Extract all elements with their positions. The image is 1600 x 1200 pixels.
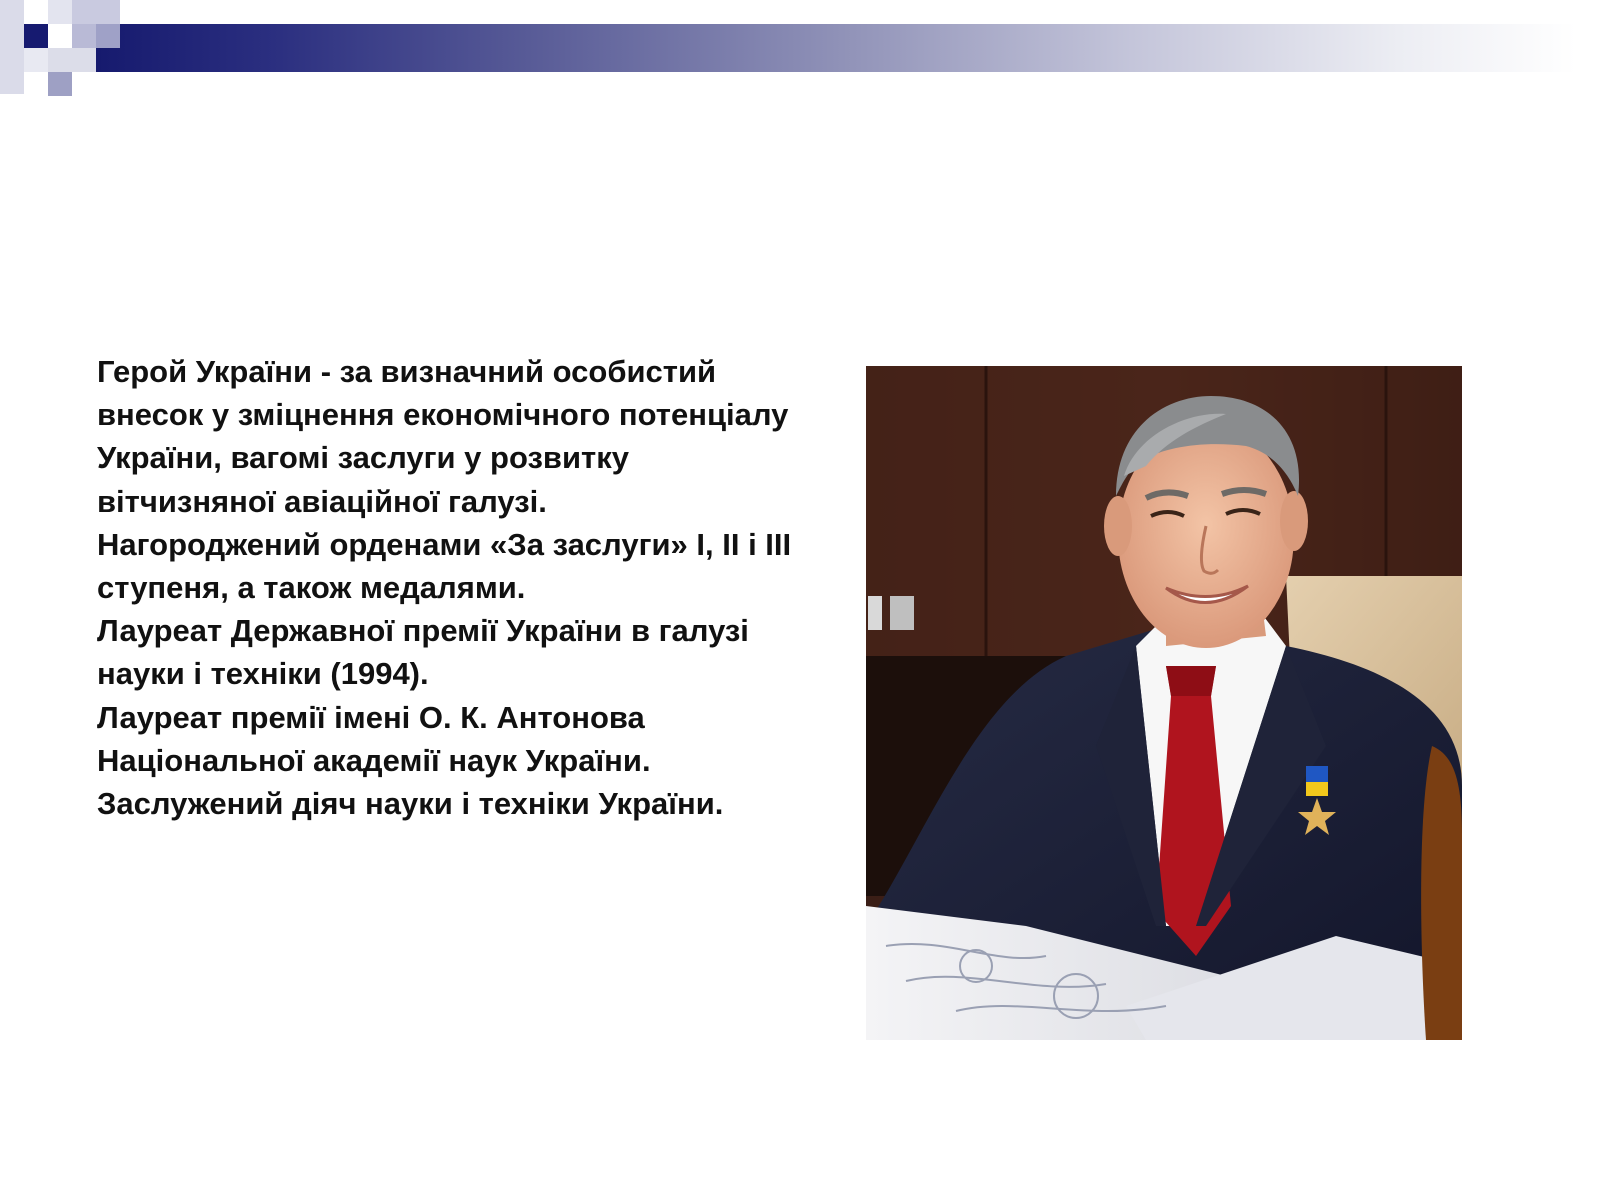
header-gradient-bar [96, 24, 1576, 72]
pixel-squares-icon [0, 0, 130, 100]
bio-paragraph-hero: Герой України - за визначний особистий внесок у зміцнення економічного потенціалу України, вагомі заслуги у розвитку вітчизняної авіаційної галузі. [97, 354, 789, 519]
bio-paragraph-state-prize: Лауреат Державної премії України в галузі науки і техніки (1994). [97, 613, 749, 692]
bio-paragraph-orders: Нагороджений орденами «За заслуги» І, ІІ і ІІІ ступеня, а також медалями. [97, 526, 792, 606]
bio-paragraph-honored-worker: Заслужений діяч науки і техніки України. [97, 786, 724, 822]
bio-paragraph-antonov-prize: Лауреат премії імені О. К. Антонова Національної академії наук України. [97, 699, 651, 778]
biography-text [97, 350, 797, 825]
portrait-photo [866, 366, 1462, 1040]
